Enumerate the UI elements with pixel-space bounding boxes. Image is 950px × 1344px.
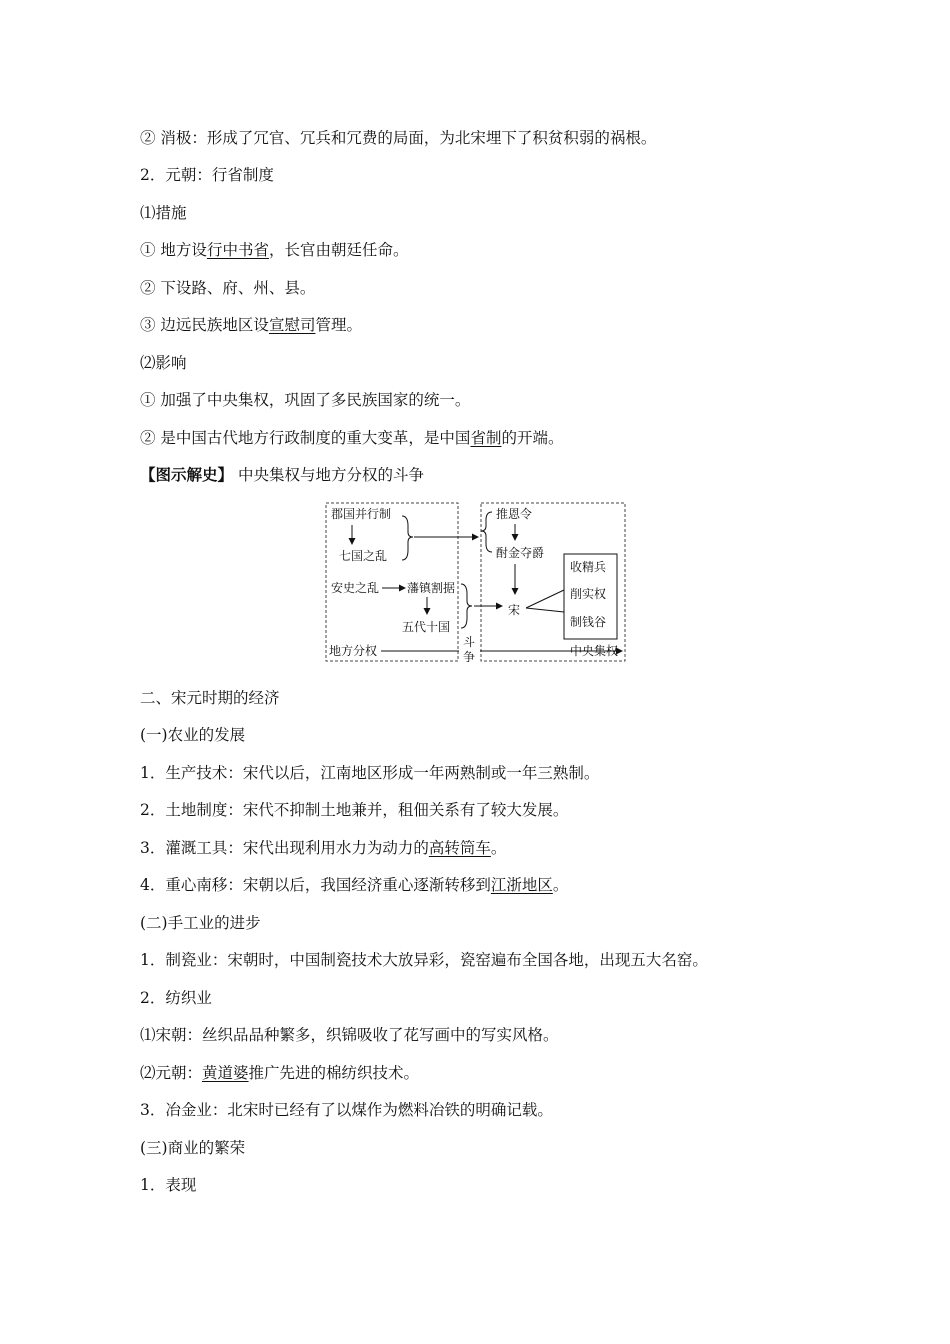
node-shou: 收精兵: [570, 560, 607, 574]
subheading-agriculture: (一)农业的发展: [140, 726, 246, 744]
text-line: ② 是中国古代地方行政制度的重大变革，是中国省制的开端。: [140, 429, 564, 447]
brace: [481, 512, 492, 552]
text-line: ① 地方设行中书省，长官由朝廷任命。: [140, 241, 409, 259]
text-line: 4．重心南移：宋朝以后，我国经济重心逐渐转移到江浙地区。: [140, 876, 569, 894]
section-heading: 二、宋元时期的经济: [140, 689, 280, 707]
node-xue: 削实权: [570, 587, 607, 601]
text-line: 1．表现: [140, 1176, 197, 1194]
diagram: [324, 500, 628, 664]
diagram-caption: 【图示解史】 中央集权与地方分权的斗争: [140, 465, 424, 484]
underlined-term: 省制: [470, 429, 502, 447]
heading-yuan: 2．元朝：行省制度: [140, 166, 274, 184]
node-zhongyang: 中央集权: [570, 644, 619, 658]
node-wudai: 五代十国: [402, 620, 451, 634]
text-line: ⑴宋朝：丝织品品种繁多，织锦吸收了花写画中的写实风格。: [140, 1026, 559, 1044]
node-anshi: 安史之乱: [331, 581, 380, 595]
text-line: ③ 边远民族地区设宣慰司管理。: [140, 316, 362, 334]
text-line: 1．制瓷业：宋朝时，中国制瓷技术大放异彩，瓷窑遍布全国各地，出现五大名窑。: [140, 951, 708, 969]
node-tuien: 推恩令: [496, 507, 533, 521]
text-line: 2．土地制度：宋代不抑制土地兼并，租佃关系有了较大发展。: [140, 801, 569, 819]
node-zhi: 制钱谷: [570, 615, 607, 629]
label-dou: 斗: [463, 635, 476, 649]
right-dashed-box: [481, 503, 625, 661]
underlined-term: 江浙地区: [490, 876, 553, 894]
brace: [461, 584, 472, 628]
label-zheng: 争: [463, 650, 476, 664]
node-fanzhen: 藩镇割据: [407, 581, 456, 595]
node-difang: 地方分权: [329, 644, 378, 658]
subheading-influence: ⑵影响: [140, 354, 187, 372]
node-junguo: 郡国并行制: [331, 507, 392, 521]
node-song: 宋: [508, 603, 521, 617]
text-line: 2．纺织业: [140, 989, 212, 1007]
brace: [402, 516, 413, 560]
text-line: ② 消极：形成了冗官、冗兵和冗费的局面，为北宋埋下了积贫积弱的祸根。: [140, 129, 657, 147]
subheading-handicraft: (二)手工业的进步: [140, 914, 261, 932]
text-line: ① 加强了中央集权，巩固了多民族国家的统一。: [140, 391, 471, 409]
underlined-term: 行中书省: [206, 241, 269, 259]
underlined-term: 宣慰司: [268, 316, 316, 334]
text-line: 3．冶金业：北宋时已经有了以煤作为燃料冶铁的明确记载。: [140, 1101, 553, 1119]
node-zhoujin: 酎金夺爵: [496, 546, 545, 560]
subheading-commerce: (三)商业的繁荣: [140, 1139, 246, 1157]
text-line: ⑵元朝：黄道婆推广先进的棉纺织技术。: [140, 1064, 420, 1082]
text-line: ② 下设路、府、州、县。: [140, 279, 316, 297]
node-qiguo: 七国之乱: [339, 549, 388, 563]
text-line: 1．生产技术：宋代以后，江南地区形成一年两熟制或一年三熟制。: [140, 764, 600, 782]
text-line: 3．灌溉工具：宋代出现利用水力为动力的高转筒车。: [140, 839, 507, 857]
subheading-measures: ⑴措施: [140, 204, 187, 222]
underlined-term: 高转筒车: [428, 839, 491, 857]
underlined-term: 黄道婆: [202, 1064, 249, 1082]
